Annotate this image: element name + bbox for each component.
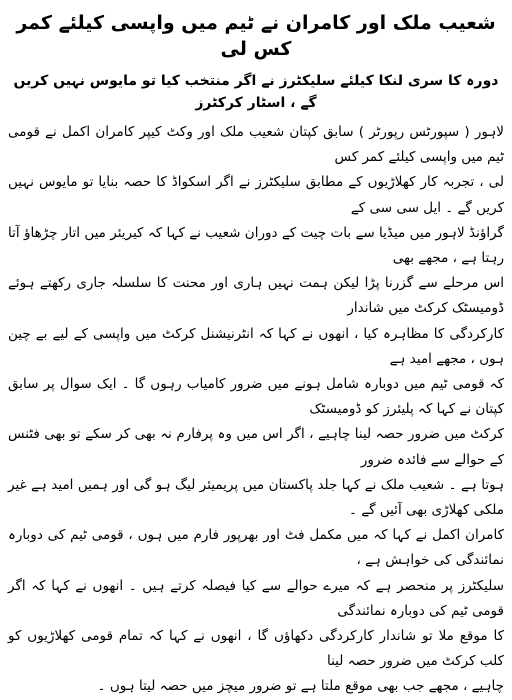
body-line: کہ قومی ٹیم میں دوبارہ شامل ہونے میں ضرور کامیاب رہوں گا ۔ ایک سوال پر سابق کپتان نے کہا کہ پلیئرز کو ڈومیسٹک [8,376,504,418]
body-line: لی ، تجربہ کار کھلاڑیوں کے مطابق سلیکٹرز نے اگر اسکواڈ کا حصہ بنایا تو مایوس نہیں کریں گے ۔ ایل سی سی کے [8,174,504,216]
body-line: کرکٹ میں ضرور حصہ لینا چاہیے ، اگر اس میں وہ پرفارم نہ بھی کر سکے تو بھی فٹنس کے حوالے سے فائدہ ضرور [8,426,504,468]
body-line: گراؤنڈ لاہور میں میڈیا سے بات چیت کے دوران شعیب نے کہا کہ کیریئر میں اتار چڑھاؤ آتا رہتا ہے ، مجھے بھی [8,224,504,267]
subheadline: دورہ کا سری لنکا کیلئے سلیکٹرز نے اگر منتخب کیا تو مایوس نہیں کریں گے ، اسٹار کرکٹرز [13,73,499,111]
headline: شعیب ملک اور کامران نے ٹیم میں واپسی کیلئے کمر کس لی [16,12,496,60]
body-line: اس مرحلے سے گزرنا پڑا لیکن ہمت نہیں ہاری اور محنت کا سلسلہ جاری رکھتے ہوئے ڈومیسٹک کرکٹ میں شاندار [8,275,504,317]
body-line: لاہور ( سپورٹس رپورٹر ) سابق کپتان شعیب ملک اور وکٹ کیپر کامران اکمل نے قومی ٹیم میں واپسی کیلئے کمر کس [8,124,504,166]
body-line: ہوتا ہے ۔ شعیب ملک نے کہا جلد پاکستان میں پریمیئر لیگ ہو گی اور ہمیں امید ہے غیر ملکی کھلاڑی بھی آئیں گے ۔ [8,476,504,519]
article-body [8,120,504,700]
body-line: سلیکٹرز پر منحصر ہے کہ میرے حوالے سے کیا فیصلہ کرتے ہیں ۔ انھوں نے کہا کہ اگر قومی ٹیم کی دوبارہ نمائندگی [8,577,504,619]
body-line: چاہیے ، مجھے جب بھی موقع ملتا ہے تو ضرور میچز میں حصہ لیتا ہوں ۔ [97,678,504,695]
body-line: کارکردگی کا مظاہرہ کیا ، انھوں نے کہا کہ انٹرنیشنل کرکٹ میں واپسی کے لیے بے چین ہوں ، مجھے امید ہے [8,325,504,367]
body-line: کا موقع ملا تو شاندار کارکردگی دکھاؤں گا ، انھوں نے کہا کہ تمام قومی کھلاڑیوں کو کلب کرکٹ میں ضرور حصہ لینا [8,628,504,670]
body-line: کامران اکمل نے کہا کہ میں مکمل فٹ اور بھرپور فارم میں ہوں ، قومی ٹیم کی دوبارہ نمائندگی کی خواہش ہے ، [8,527,504,569]
